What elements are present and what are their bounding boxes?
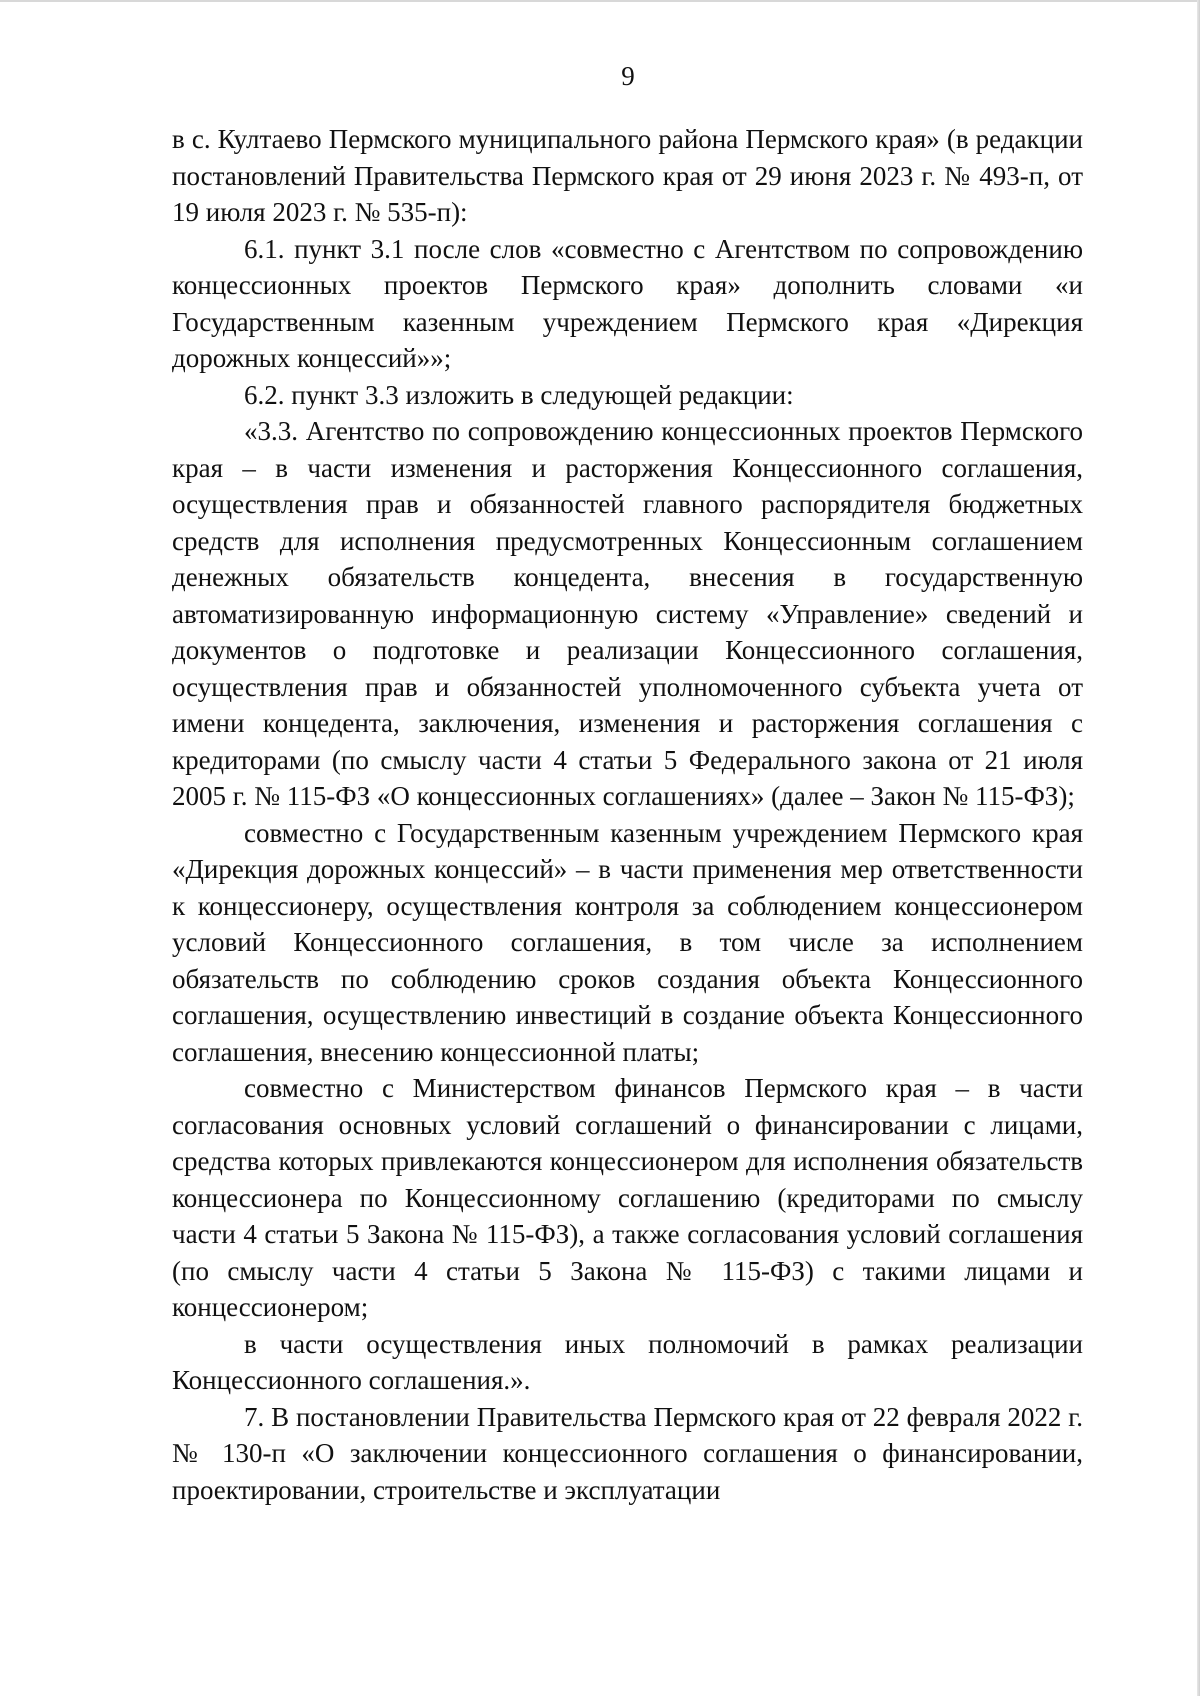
- paragraph-other-powers: в части осуществления иных полномочий в рамках реализации Концессионного соглашения.».: [172, 1328, 1083, 1395]
- page-top-edge: [0, 0, 1200, 2]
- paragraph-continuation: в с. Култаево Пермского муниципального района Пермского края» (в редакции постановлений Правительства Пермского края от 29 июня 2023 г. № 493-п, от 19 июля 2023 г. № 535-п):: [172, 124, 1083, 227]
- paragraph-6-1: 6.1. пункт 3.1 после слов «совместно с Агентством по сопровождению концессионных проектов Пермского края» дополнить словами «и Государственным казенным учреждением Пермского края «Дирекция дорожных концессий»»;: [172, 233, 1083, 373]
- page-number: 9: [621, 61, 635, 91]
- paragraph-6-2: 6.2. пункт 3.3 изложить в следующей редакции:: [244, 379, 794, 410]
- paragraph-directorate: совместно с Государственным казенным учреждением Пермского края «Дирекция дорожных концессий» – в части применения мер ответственности к концессионеру, осуществления контроля за соблюдением концессионером условий Концессионного соглашения, в том числе за исполнением обязательств по соблюдению сроков создания объекта Концессионного соглашения, осуществлению инвестиций в создание объекта Концессионного соглашения, внесению концессионной платы;: [172, 817, 1083, 1067]
- paragraph-ministry-finance: совместно с Министерством финансов Пермского края – в части согласования основных условий соглашений о финансировании с лицами, средства которых привлекаются концессионером для исполнения обязательств концессионера по Концессионному соглашению (кредиторами по смыслу части 4 статьи 5 Закона № 115-ФЗ), а также согласования условий соглашения (по смыслу части 4 статьи 5 Закона № 115-ФЗ) с такими лицами и концессионером;: [172, 1073, 1083, 1322]
- document-body: [172, 121, 1083, 1508]
- paragraph-3-3: «3.3. Агентство по сопровождению концессионных проектов Пермского края – в части изменения и расторжения Концессионного соглашения, осуществления прав и обязанностей главного распорядителя бюджетных средств для исполнения предусмотренных Концессионным соглашением денежных обязательств концедента, внесения в государственную автоматизированную информационную систему «Управление» сведений и документов о подготовке и реализации Концессионного соглашения, осуществления прав и обязанностей уполномоченного субъекта учета от имени концедента, заключения, изменения и расторжения соглашения с кредиторами (по смыслу части 4 статьи 5 Федерального закона от 21 июля 2005 г. № 115-ФЗ «О концессионных соглашениях» (далее – Закон № 115-ФЗ);: [172, 416, 1083, 811]
- paragraph-7: 7. В постановлении Правительства Пермского края от 22 февраля 2022 г. № 130-п «О заключении концессионного соглашения о финансировании, проектировании, строительстве и эксплуатации: [172, 1401, 1083, 1505]
